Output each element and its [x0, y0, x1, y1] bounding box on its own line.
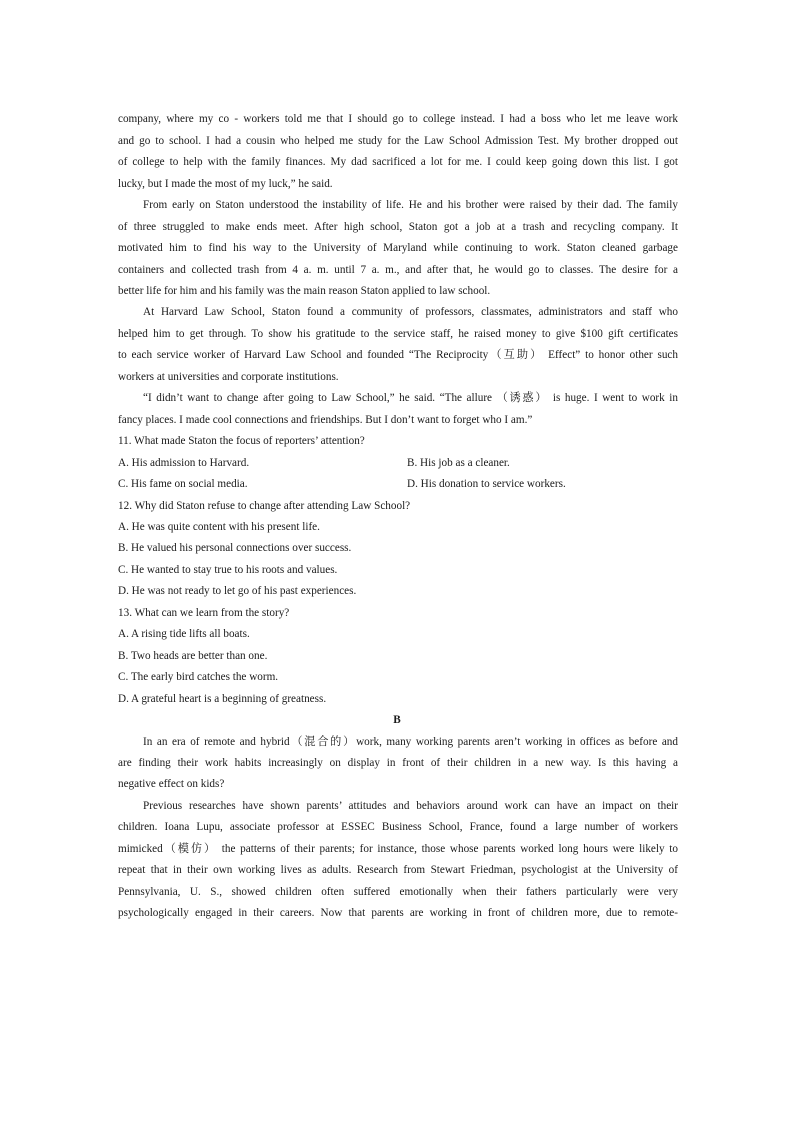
question-12-option-a: A. He was quite content with his present life.	[118, 521, 320, 533]
passage-a-line: of three struggled to make ends meet. After high school, Staton got a job at a trash and recycling company. It	[118, 221, 678, 233]
passage-a-line: At Harvard Law School, Staton found a community of professors, classmates, administrators and staff who	[143, 306, 678, 318]
passage-b-line: are finding their work habits increasingly on display in front of their children in a new way. Is this having a	[118, 757, 678, 769]
question-13-option-a: A. A rising tide lifts all boats.	[118, 628, 250, 640]
passage-a-line: company, where my co - workers told me that I should go to college instead. I had a boss who let me leave work	[118, 113, 678, 125]
question-11-stem: 11. What made Staton the focus of reporters’ attention?	[118, 435, 365, 447]
passage-b-line: In an era of remote and hybrid（混合的）work, many working parents aren’t working in offices as before and	[143, 736, 678, 748]
passage-a-line: to each service worker of Harvard Law School and founded “The Reciprocity（互助） Effect” to honor other such	[118, 349, 678, 361]
question-13-stem: 13. What can we learn from the story?	[118, 607, 290, 619]
passage-a-line: workers at universities and corporate institutions.	[118, 371, 339, 383]
passage-a-line: fancy places. I made cool connections and friendships. But I don’t want to forget who I am.”	[118, 414, 533, 426]
section-b-heading: B	[393, 714, 401, 726]
passage-b-line: mimicked（模仿） the patterns of their parents; for instance, those whose parents worked long hours were likely to	[118, 843, 678, 855]
question-12-option-d: D. He was not ready to let go of his past experiences.	[118, 585, 357, 597]
passage-b-line: children. Ioana Lupu, associate professor at ESSEC Business School, France, found a large number of workers	[118, 821, 678, 833]
passage-a-line: better life for him and his family was the main reason Staton applied to law school.	[118, 285, 491, 297]
passage-b-line: psychologically engaged in their careers. Now that parents are working in front of children more, due to remote-	[118, 907, 678, 919]
question-11-option-b: B. His job as a cleaner.	[407, 457, 510, 469]
passage-a-line: helped him to get through. To show his gratitude to the service staff, he raised money to give $100 gift certificates	[118, 328, 678, 340]
passage-b-line: Pennsylvania, U. S., showed children often suffered emotionally when their fathers particularly were very	[118, 886, 678, 898]
question-13-option-b: B. Two heads are better than one.	[118, 650, 268, 662]
passage-a-line: From early on Staton understood the instability of life. He and his brother were raised by their dad. The family	[143, 199, 678, 211]
question-11-option-d: D. His donation to service workers.	[407, 478, 566, 490]
question-11-option-c: C. His fame on social media.	[118, 478, 248, 490]
question-13-option-d: D. A grateful heart is a beginning of greatness.	[118, 693, 327, 705]
passage-b-line: repeat that in their own working lives as adults. Research from Stewart Friedman, psychologist at the University of	[118, 864, 678, 876]
question-12-option-c: C. He wanted to stay true to his roots and values.	[118, 564, 338, 576]
question-12-stem: 12. Why did Staton refuse to change after attending Law School?	[118, 500, 411, 512]
question-11-option-a: A. His admission to Harvard.	[118, 457, 250, 469]
question-12-option-b: B. He valued his personal connections over success.	[118, 542, 352, 554]
passage-a-line: containers and collected trash from 4 a. m. until 7 a. m., and after that, he would go to classes. The desire for a	[118, 264, 678, 276]
passage-a-line: “I didn’t want to change after going to Law School,” he said. “The allure （诱惑） is huge. I went to work in	[143, 392, 678, 404]
passage-a-line: and go to school. I had a cousin who helped me study for the Law School Admission Test. My brother dropped out	[118, 135, 678, 147]
passage-b-line: Previous researches have shown parents’ attitudes and behaviors around work can have an impact on their	[143, 800, 678, 812]
passage-a-line: of college to help with the family finances. My dad sacrificed a lot for me. I could keep going down this list. I got	[118, 156, 678, 168]
passage-a-line: motivated him to find his way to the University of Maryland while continuing to work. Staton cleaned garbage	[118, 242, 678, 254]
question-13-option-c: C. The early bird catches the worm.	[118, 671, 279, 683]
passage-b-line: negative effect on kids?	[118, 778, 225, 790]
passage-a-line: lucky, but I made the most of my luck,” he said.	[118, 178, 333, 190]
